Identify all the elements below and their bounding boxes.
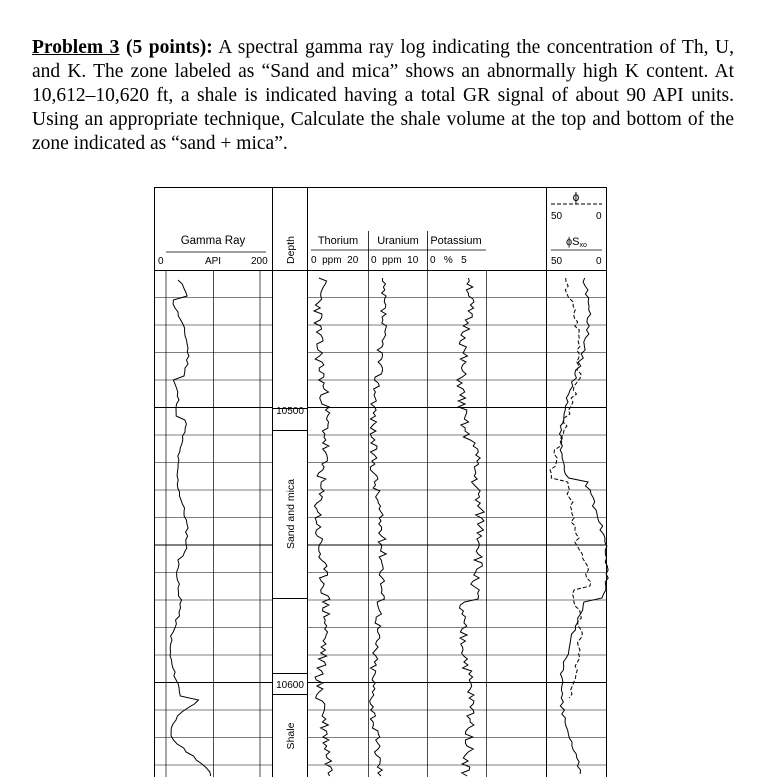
phi-sxo-min: 50: [551, 256, 563, 267]
depth-mark-10500: 10500: [276, 406, 304, 417]
zone-sand-and-mica: Sand and mica: [285, 478, 297, 550]
problem-label: Problem 3: [32, 37, 120, 58]
gamma-ray-curve: [170, 280, 211, 776]
depth-mark-10600: 10600: [276, 680, 304, 691]
gamma-ray-title: Gamma Ray: [180, 235, 246, 247]
potassium-title: Potassium: [430, 235, 482, 247]
log-grid: [154, 270, 607, 777]
thorium-scale: 0 ppm 20: [311, 255, 359, 266]
phi-symbol: ϕ: [572, 190, 580, 204]
porosity-curve: [550, 278, 591, 698]
phi-max: 0: [596, 211, 602, 222]
zone-shale: Shale: [285, 722, 297, 750]
scale-lines: [166, 250, 602, 252]
phi-sxo-symbol: ϕSxo: [566, 236, 587, 249]
depth-track: [272, 409, 307, 695]
problem-points: (5 points):: [119, 37, 213, 58]
phi-sxo-max: 0: [596, 256, 602, 267]
gamma-ray-max: 200: [251, 256, 268, 267]
uranium-title: Uranium: [377, 235, 419, 247]
gamma-ray-min: 0: [158, 256, 164, 267]
log-frame: [155, 188, 607, 777]
gamma-ray-unit: API: [204, 256, 222, 267]
track-separators: [273, 187, 547, 777]
uranium-scale: 0 ppm 10: [371, 255, 419, 266]
thorium-title: Thorium: [317, 235, 359, 247]
potassium-scale: 0 % 5: [430, 255, 467, 266]
problem-text: A spectral gamma ray log indicating the concentration of Th, U, and K. The zone labeled as “Sand and mica” shows an abnormally high K content. At 10,612–10,620 ft, a shale is indicated having a total GR signal of about 90 API units. Using an appropriate technique, Calculate the shale volume at the top and bottom of the zone indicated as “sand + mica”.: [32, 37, 734, 154]
phi-min: 50: [551, 211, 563, 222]
depth-title: Depth: [285, 235, 297, 265]
